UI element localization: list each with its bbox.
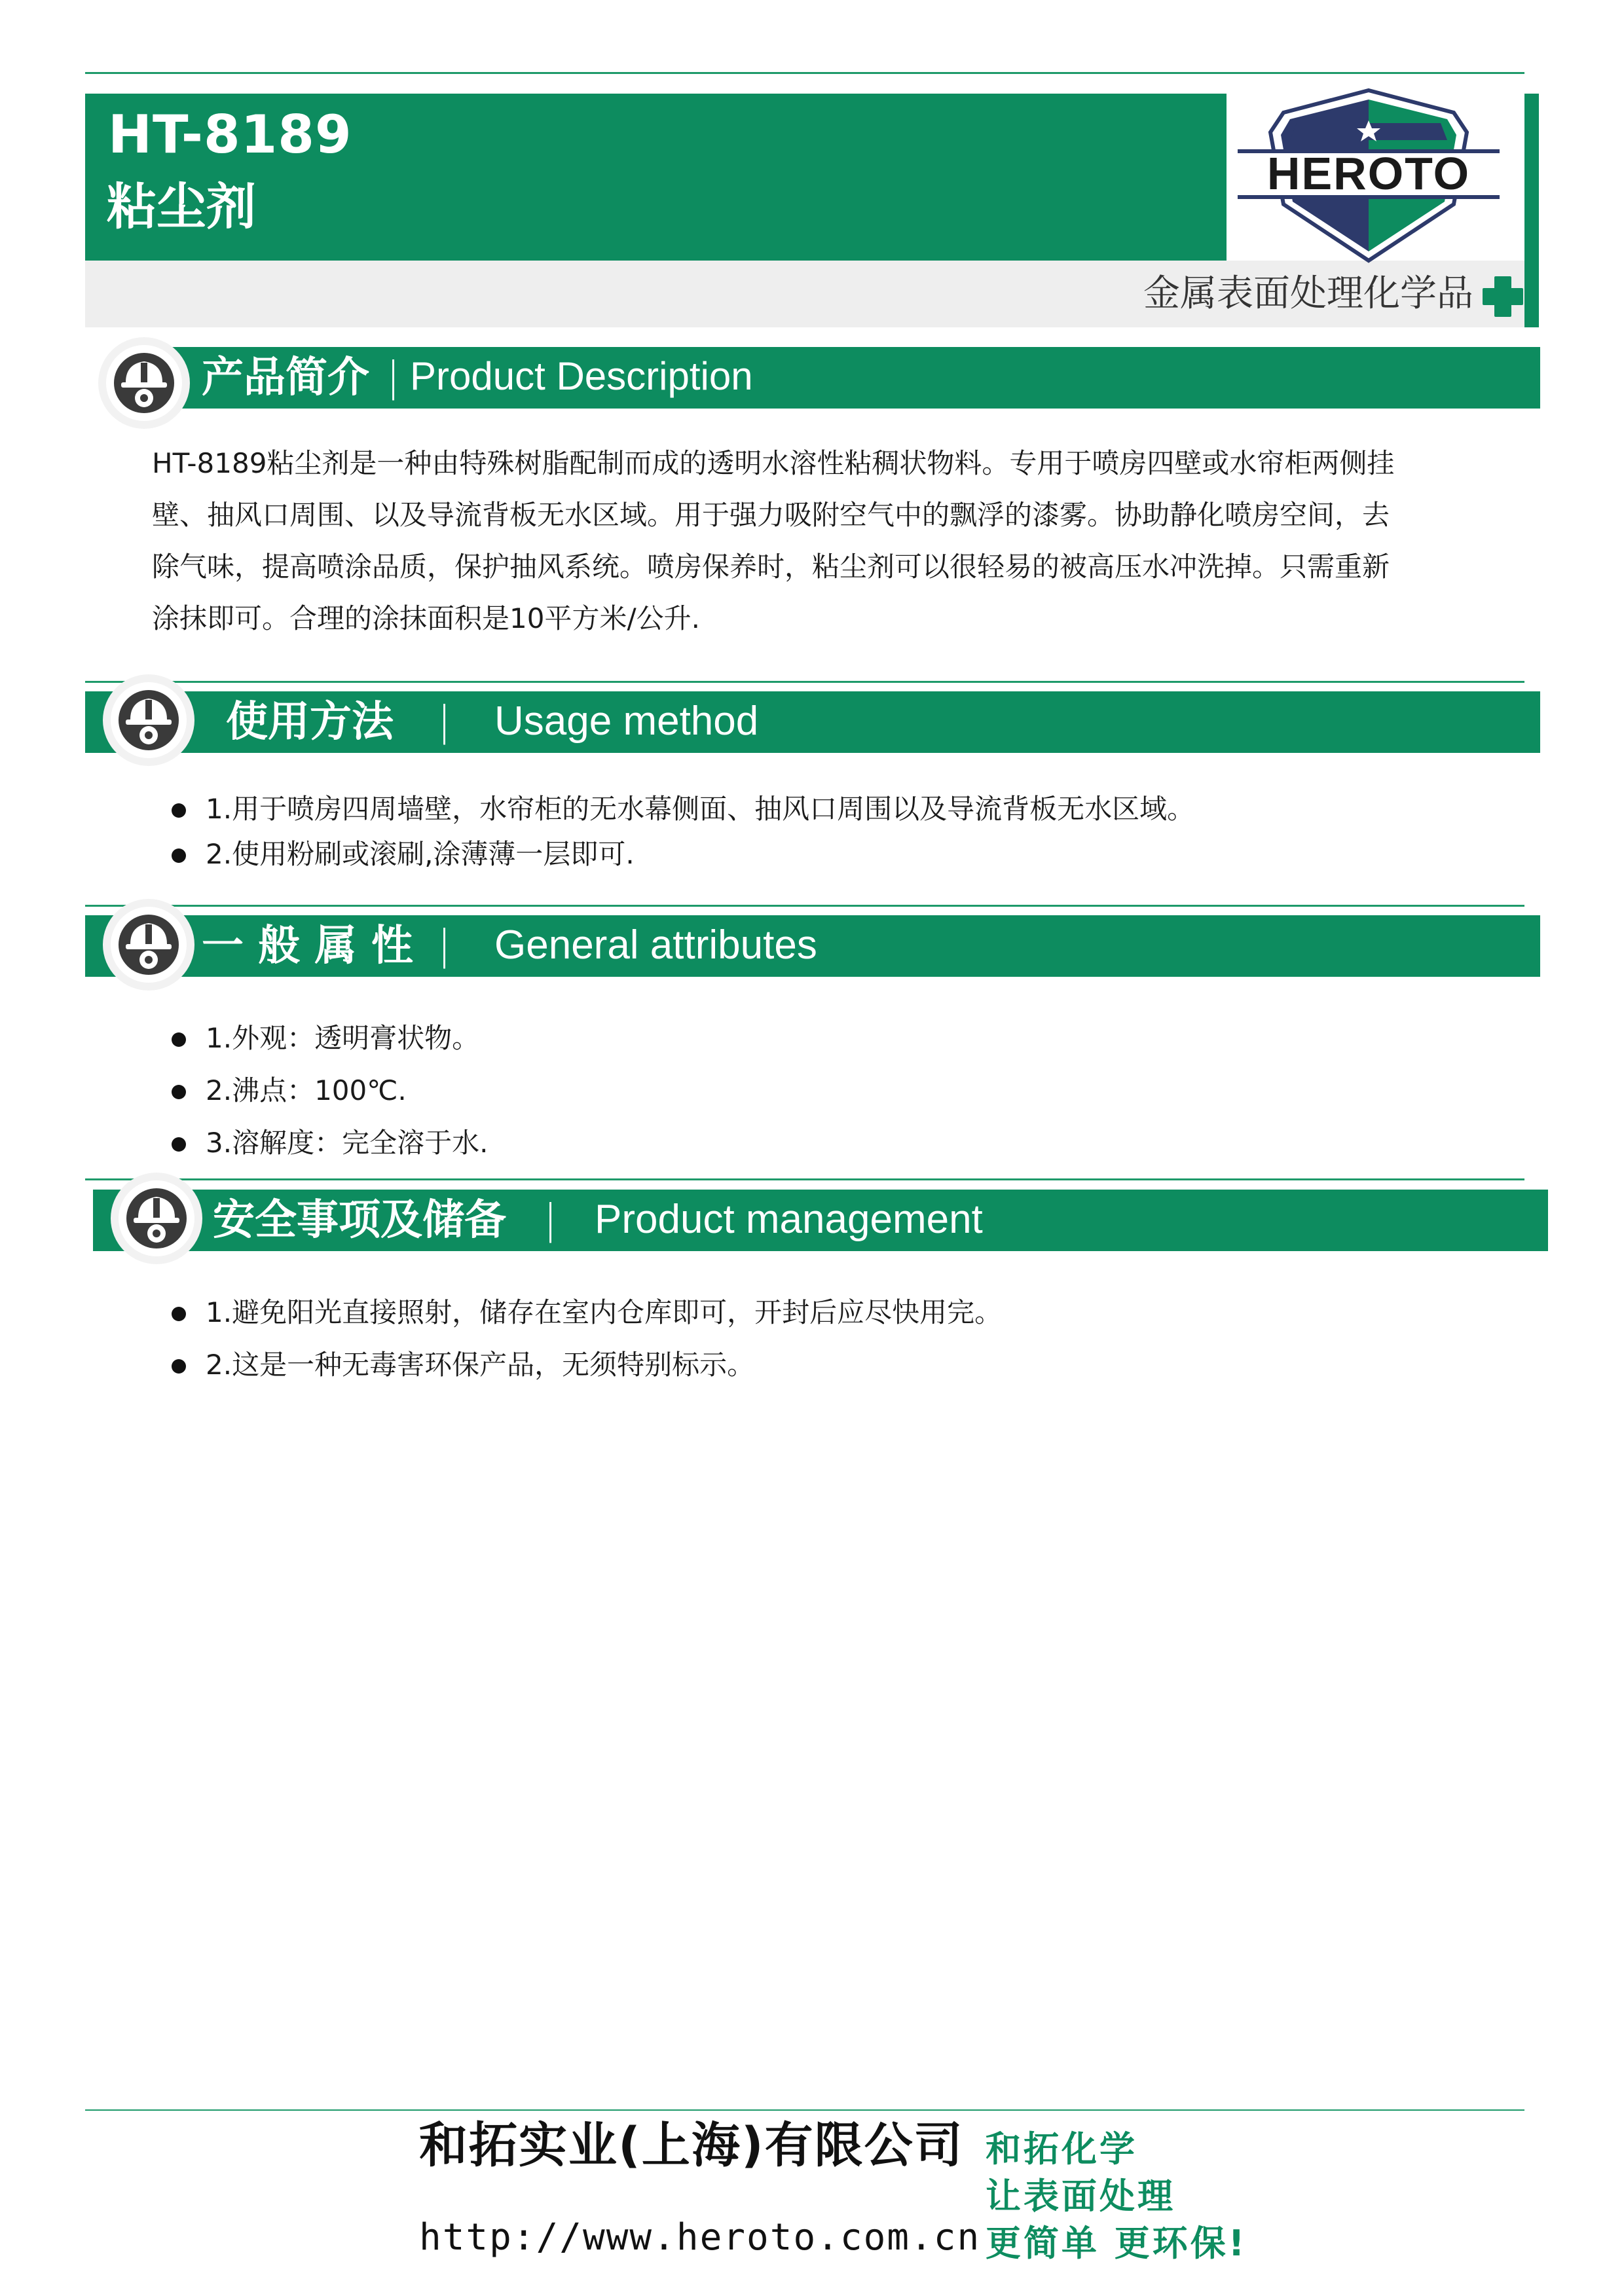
product-code: HT-8189 xyxy=(108,104,352,165)
section-rule xyxy=(85,1178,1524,1180)
slogan-line: 让表面处理 xyxy=(986,2176,1175,2217)
product-name: 粘尘剂 xyxy=(107,177,256,236)
section-separator: | xyxy=(437,697,451,745)
helmet-gear-icon xyxy=(100,671,198,769)
section-separator: | xyxy=(544,1195,557,1243)
list-item: 2.使用粉刷或滚刷,涂薄薄一层即可. xyxy=(172,841,1194,868)
heroto-logo xyxy=(1231,86,1506,263)
section-title-cn: 安全事项及储备 xyxy=(213,1196,506,1245)
category-label: 金属表面处理化学品 xyxy=(1143,272,1473,315)
list-item: 2.沸点：100℃. xyxy=(172,1077,488,1104)
description-line: 除气味，提高喷涂品质，保护抽风系统。喷房保养时，粘尘剂可以很轻易的被高压水冲洗掉。只需重新 xyxy=(152,551,1390,583)
list-item: 2.这是一种无毒害环保产品，无须特别标示。 xyxy=(172,1351,1002,1379)
section-title-en: Product management xyxy=(595,1197,983,1242)
header-right-accent xyxy=(1524,94,1539,327)
section-title-en: Usage method xyxy=(494,699,759,744)
description-line: 壁、抽风口周围、以及导流背板无水区域。用于强力吸附空气中的飘浮的漆雾。协助静化喷房空间，去 xyxy=(152,499,1390,531)
green-plus-icon xyxy=(1481,275,1524,318)
description-paragraph xyxy=(152,437,1462,644)
section-separator: | xyxy=(437,921,451,969)
section-title-cn: 产品简介 xyxy=(202,354,369,402)
list-item: 1.避免阳光直接照射，储存在室内仓库即可，开封后应尽快用完。 xyxy=(172,1299,1002,1326)
description-line: HT-8189粘尘剂是一种由特殊树脂配制而成的透明水溶性粘稠状物料。专用于喷房四壁或水帘柜两侧挂 xyxy=(152,447,1395,479)
list-item: 1.用于喷房四周墙壁，水帘柜的无水幕侧面、抽风口周围以及导流背板无水区域。 xyxy=(172,795,1194,823)
slogan-line: 更简单 更环保! xyxy=(986,2223,1247,2264)
section-title-cn: 一 般 属 性 xyxy=(202,922,413,970)
section-banner-description xyxy=(172,347,1540,409)
section-title-cn: 使用方法 xyxy=(226,698,394,746)
list-item: 3.溶解度：完全溶于水. xyxy=(172,1129,488,1157)
slogan-line: 和拓化学 xyxy=(986,2128,1137,2170)
section-rule xyxy=(85,681,1524,683)
section-rule xyxy=(85,905,1524,907)
logo-brand-text: HEROTO xyxy=(1266,148,1471,199)
top-rule xyxy=(85,72,1524,74)
company-website: http://www.heroto.com.cn xyxy=(419,2216,981,2259)
section-separator: | xyxy=(386,353,400,401)
helmet-gear-icon xyxy=(100,896,198,994)
section-title-en: General attributes xyxy=(494,922,817,968)
attributes-list xyxy=(172,1022,489,1159)
description-line: 涂抹即可。合理的涂抹面积是10平方米/公升. xyxy=(152,602,700,634)
list-item: 1.外观：透明膏状物。 xyxy=(172,1025,488,1052)
section-title-en: Product Description xyxy=(410,354,753,398)
helmet-gear-icon xyxy=(107,1169,206,1267)
footer-rule xyxy=(85,2109,1524,2111)
usage-list xyxy=(172,795,1194,868)
company-name: 和拓实业(上海)有限公司 xyxy=(419,2117,964,2174)
safety-list xyxy=(172,1296,1003,1381)
helmet-gear-icon xyxy=(95,334,193,432)
